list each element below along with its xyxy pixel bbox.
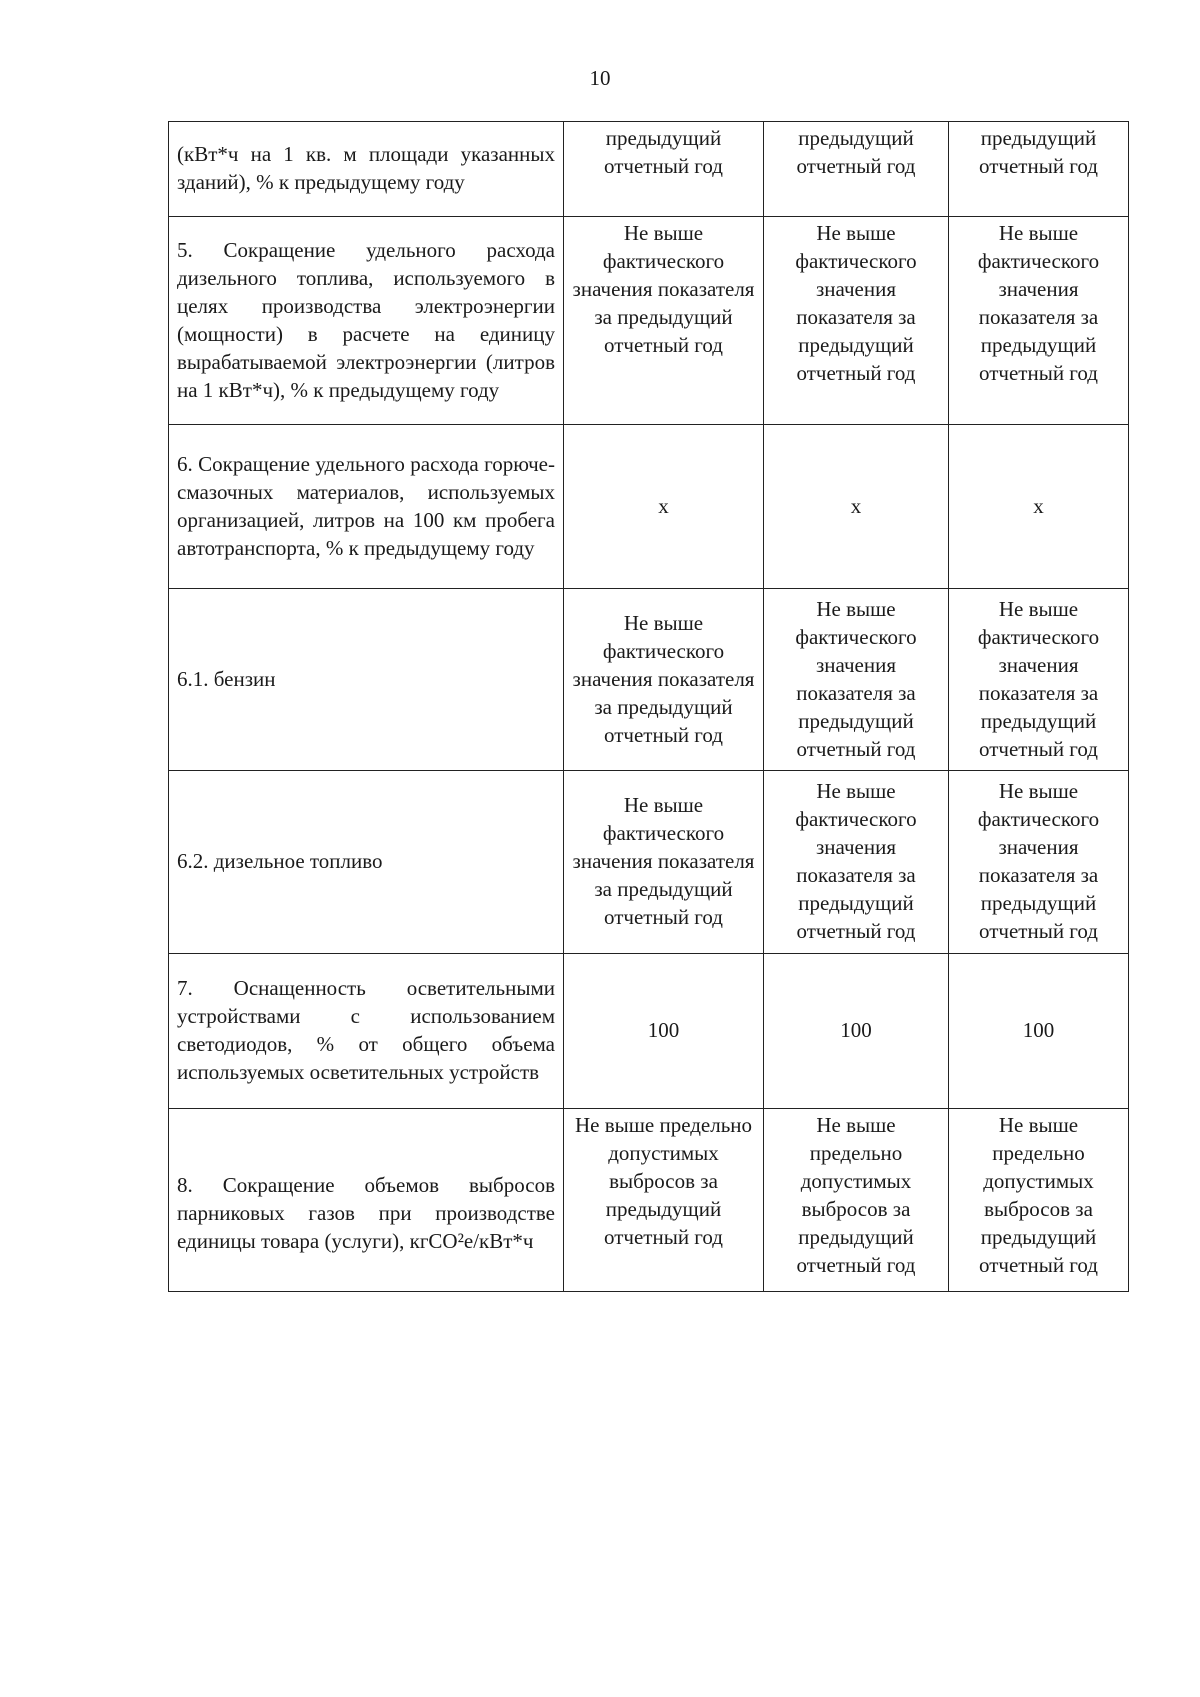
row-value: 100 xyxy=(564,954,764,1109)
row-description: 6. Сокращение удельного расхода горюче-смазочных материалов, используемых организацией, литров на 100 км пробега автотранспорта, % к предыдущему году xyxy=(169,425,564,589)
table-row xyxy=(169,771,1129,954)
row-value: х xyxy=(764,425,949,589)
row-value: 100 xyxy=(949,954,1129,1109)
table-row xyxy=(169,589,1129,771)
row-value: Не выше фактического значения показателя за предыдущий отчетный год xyxy=(564,589,764,771)
row-value: Не выше фактического значения показателя за предыдущий отчетный год xyxy=(764,589,949,771)
row-value: Не выше фактического значения показателя за предыдущий отчетный год xyxy=(949,771,1129,954)
table-row xyxy=(169,425,1129,589)
indicators-table xyxy=(168,121,1129,1292)
row-description: 7. Оснащенность осветительными устройствами с использованием светодиодов, % от общего объема используемых осветительных устройств xyxy=(169,954,564,1109)
row-value: Не выше предельно допустимых выбросов за предыдущий отчетный год xyxy=(764,1109,949,1292)
row-description: 6.1. бензин xyxy=(169,589,564,771)
row-value: Не выше фактического значения показателя за предыдущий отчетный год xyxy=(564,217,764,425)
row-value: Не выше фактического значения показателя за предыдущий отчетный год xyxy=(764,771,949,954)
table-row xyxy=(169,217,1129,425)
row-value: Не выше фактического значения показателя за предыдущий отчетный год xyxy=(564,771,764,954)
row-value: 100 xyxy=(764,954,949,1109)
row-value: предыдущий отчетный год xyxy=(764,122,949,217)
row-value: Не выше предельно допустимых выбросов за предыдущий отчетный год xyxy=(564,1109,764,1292)
row-description: (кВт*ч на 1 кв. м площади указанных зданий), % к предыдущему году xyxy=(169,122,564,217)
table-row xyxy=(169,1109,1129,1292)
table-row xyxy=(169,954,1129,1109)
row-value: х xyxy=(564,425,764,589)
row-description: 8. Сокращение объемов выбросов парниковых газов при производстве единицы товара (услуги), кгСО²е/кВт*ч xyxy=(169,1109,564,1292)
row-value: х xyxy=(949,425,1129,589)
row-value: Не выше предельно допустимых выбросов за предыдущий отчетный год xyxy=(949,1109,1129,1292)
row-description: 5. Сокращение удельного расхода дизельного топлива, используемого в целях производства электроэнергии (мощности) в расчете на единицу вырабатываемой электроэнергии (литров на 1 кВт*ч), % к предыдущему году xyxy=(169,217,564,425)
row-value: Не выше фактического значения показателя за предыдущий отчетный год xyxy=(949,217,1129,425)
row-description: 6.2. дизельное топливо xyxy=(169,771,564,954)
row-value: Не выше фактического значения показателя за предыдущий отчетный год xyxy=(764,217,949,425)
table-row xyxy=(169,122,1129,217)
row-value: предыдущий отчетный год xyxy=(564,122,764,217)
row-value: предыдущий отчетный год xyxy=(949,122,1129,217)
row-value: Не выше фактического значения показателя за предыдущий отчетный год xyxy=(949,589,1129,771)
page-number: 10 xyxy=(589,66,611,90)
